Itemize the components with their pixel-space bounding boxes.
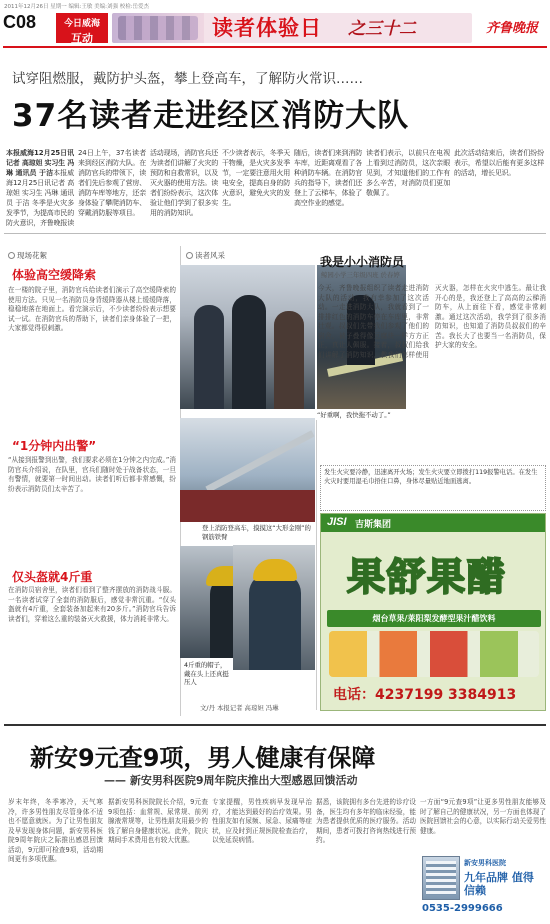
caption-2: 登上消防登高车，摸摸这“大形金刚”的钢筋铁臂 bbox=[202, 524, 311, 541]
banner-suffix: 之三十二 bbox=[348, 19, 416, 39]
lead-col-6: 读者们表示，以前只在电视上看到过消防员，这次亲眼见到，才知道他们的工作有多么辛苦，对消防员们更加敬佩了。 bbox=[366, 149, 450, 197]
ad-col-1: 岁末年终，冬季寒冷，天气寒冷，许多男性朋友尽管身体不适也不愿意就医。为了让男性朋友及早发现身体问题，新安男科医院9周年院庆之际推出感恩回馈活动，9元即可检查9项，活动期间更有多项优惠。 bbox=[8, 798, 103, 864]
hotline[interactable]: 0535-2999666 bbox=[422, 903, 503, 914]
headline-main: 37名读者走进经区消防大队 bbox=[12, 98, 410, 134]
lead-col-1 bbox=[6, 149, 74, 229]
ad-col-5: 一方面“9元查9项”让更多男性朋友能够及时了解自己的健康状况，另一方面也体现了医院回馈社会的心意，以实际行动关爱男性健康。 bbox=[420, 798, 546, 835]
lead-col-4: 不少读者表示，冬季天干物燥，是火灾多发季节，一定要注意用火用电安全，提高自身的防火意识，避免火灾的发生。 bbox=[222, 149, 290, 207]
col-divider-2 bbox=[316, 420, 317, 710]
caption-3: 4斤重的帽子，戴在头上还真挺压人 bbox=[184, 661, 229, 687]
ad-col-2: 据新安男科医院院长介绍，9元查9项包括：血常规、尿常规、前列腺液常规等，让男性朋友用最少的钱了解自身健康状况。此外，院庆期间手术费用也有较大优惠。 bbox=[108, 798, 208, 845]
photo-ladder-truck bbox=[180, 490, 315, 522]
paper-name: 齐鲁晚报 bbox=[486, 21, 539, 36]
left-h1: 体验高空缓降索 bbox=[12, 268, 97, 282]
left-p3: 在消防员宿舍里，读者们看到了整齐摆放的消防战斗服。一名读者试穿了全套的消防服后，感觉非常沉重。“仅头盔就有4斤重，全套装备加起来有20多斤。”消防官兵告诉读者们，穿着这么重的装备灭火救援，体力消耗非常大。 bbox=[8, 586, 176, 623]
masthead-rule bbox=[3, 46, 547, 48]
ad-headline: 新安9元查9项，男人健康有保障 bbox=[30, 744, 376, 772]
photo-tag bbox=[186, 250, 225, 261]
photo-classroom bbox=[180, 265, 315, 409]
fruit-ad-logo: JISI bbox=[327, 516, 347, 528]
dateline: 2011年12月26日 星期一 编辑:王敏 美编:刘强 校检:岳爱杰 bbox=[4, 4, 150, 10]
lead-col-5: 随后，读者们来到消防车库，近距离观看了各种消防车辆。在消防官兵的指导下，读者们还登上了云梯车，体验了高空作业的感觉。 bbox=[294, 149, 362, 207]
ad-col-3: 专家提醒，男性疾病早发现早治疗，才能达到最好的治疗效果。男性朋友如有尿频、尿急、尿痛等症状，应及时到正规医院检查治疗，以免延误病情。 bbox=[212, 798, 312, 845]
hospital-name: 新安男科医院 bbox=[464, 859, 506, 867]
fruit-ad-group: 吉斯集团 bbox=[355, 520, 392, 530]
lead-col-7: 此次活动结束后，读者们纷纷表示，希望以后能有更多这样的活动，增长见识。 bbox=[454, 149, 544, 177]
hospital-building bbox=[422, 856, 460, 900]
right-body: 今天，齐鲁晚报组织了读者走进消防大队的活动，我有幸参加了这次活动。一走进消防大队，我就看到了一排排红色的消防车停在车库里，非常壮观。叔叔们先带我们参观了他们的宿舍，被子叠得像豆腐块一样方方正正，真让人佩服。接着，叔叔们给我们讲解了消防知识，教我们怎样使用灭火器，怎样在火灾中逃生。最让我开心的是，我还登上了高高的云梯消防车，从上面往下看，感觉非常刺激。通过这次活动，我学到了很多消防知识，也知道了消防员叔叔们的辛苦。我长大了也要当一名消防员，保护大家的安全。 bbox=[318, 284, 546, 359]
headline-kicker: 试穿阻燃服，戴防护头盔，攀上登高车，了解防火常识…… bbox=[12, 71, 363, 87]
photo-firefighter-helmet bbox=[253, 559, 297, 581]
lead-byline: 本报威海12月25日讯记者 高琼妲 实习生 冯琳 通讯员 于洁 bbox=[6, 149, 74, 177]
sidebar-tag bbox=[8, 250, 47, 261]
photo-credit: 文/丹 本报记者 高琼妲 冯琳 bbox=[200, 704, 279, 712]
banner-kids-photo bbox=[118, 16, 198, 40]
photo-tag-icon bbox=[186, 252, 193, 259]
photo-firefighter bbox=[233, 545, 315, 670]
fruit-ad bbox=[320, 513, 546, 711]
left-p2: “从接到报警到出警，我们要求必须在1分钟之内完成。”消防官兵介绍说，在队里，官兵们随时处于战备状态，一旦有警情，就要第一时间出动。读者们听后都非常感慨，纷纷表示消防员们太辛苦了。 bbox=[8, 456, 176, 493]
fruit-ad-subline: 烟台草果/莱阳梨发酵型果汁醋饮料 bbox=[327, 610, 541, 627]
fruit-ad-bottles bbox=[329, 631, 539, 677]
ad-subhead: —— 新安男科医院9周年院庆推出大型感恩回馈活动 bbox=[104, 774, 358, 787]
page-code: C08 bbox=[3, 12, 37, 32]
masthead-banner bbox=[112, 13, 472, 43]
fruit-ad-phone: 电话：4237199 3384913 bbox=[333, 687, 517, 703]
left-h2: “1分钟内出警” bbox=[12, 439, 97, 453]
lead-col-2: 24日上午，37名读者来到经区消防大队。在消防官兵的带领下，读者们先后参观了营房、消防车库等地方，还亲身体验了攀爬消防车、穿戴消防服等项目。 bbox=[78, 149, 146, 217]
photo-figure-3 bbox=[274, 311, 304, 409]
photo-ladder-arm bbox=[205, 430, 314, 493]
fire-notice bbox=[320, 465, 546, 511]
lead-rule bbox=[4, 233, 546, 234]
sidebar-tag-label: 现场花絮 bbox=[17, 251, 47, 260]
left-p1: 在一楼的院子里，消防官兵给读者们演示了高空缓降索的使用方法。只见一名消防员身背缓降器从楼上缓缓降落，稳稳地落在地面上。看完演示后，不少读者纷纷表示想要试一试。在消防官兵的帮助下，读者们亲身体验了一把，大家都觉得很刺激。 bbox=[8, 286, 176, 333]
right-title: 我是小小消防员 bbox=[320, 255, 405, 269]
section-label bbox=[56, 13, 108, 43]
brand-badge: 九年品牌 值得信赖 bbox=[464, 871, 534, 897]
photo-firefighter-body bbox=[249, 573, 301, 670]
banner-title: 读者体验日 bbox=[212, 15, 322, 40]
lead-col-3: 活动现场，消防官兵还为读者们讲解了火灾的预防和自救常识，以及灭火器的使用方法。读者们纷纷表示，这次体验让他们学到了很多实用的消防知识。 bbox=[150, 149, 218, 217]
photo-tag-label: 读者风采 bbox=[195, 251, 225, 260]
ad-col-4: 据悉，该院拥有多台先进的诊疗设备，医生均有多年的临床经验，能为患者提供优质的医疗服务。活动期间，患者可拨打咨询热线进行预约。 bbox=[316, 798, 416, 845]
photo-ladder bbox=[180, 418, 315, 522]
photo-figure-2 bbox=[232, 295, 266, 409]
section-top: 今日威海 bbox=[63, 19, 100, 29]
hospital-windows bbox=[426, 861, 456, 895]
page-rule bbox=[4, 724, 546, 726]
fire-notice-text: 发生火灾要冷静，迅速离开火场；发生火灾要立即拨打119报警电话。在发生火灾时要用湿毛巾捂住口鼻，身体尽量贴近地面逃离。 bbox=[324, 469, 538, 486]
tag-icon bbox=[8, 252, 15, 259]
section-bottom: 互动 bbox=[71, 32, 93, 45]
left-h3: 仅头盔就4斤重 bbox=[12, 570, 93, 584]
photo-figure-1 bbox=[194, 305, 224, 409]
right-byline: 鲸园小学三年级四班 於春婷 bbox=[321, 271, 400, 279]
caption-1: “好重啊，我快拖不动了。” bbox=[317, 411, 391, 419]
fruit-ad-slogan: 果舒果醋 bbox=[347, 554, 508, 599]
lead-col-1-text: 本报威海12月25日讯记者 高琼妲 实习生 冯琳 通讯员 于洁 冬季是火灾多发季节，为提高市民的防火意识，齐鲁晚报读 bbox=[6, 168, 74, 227]
